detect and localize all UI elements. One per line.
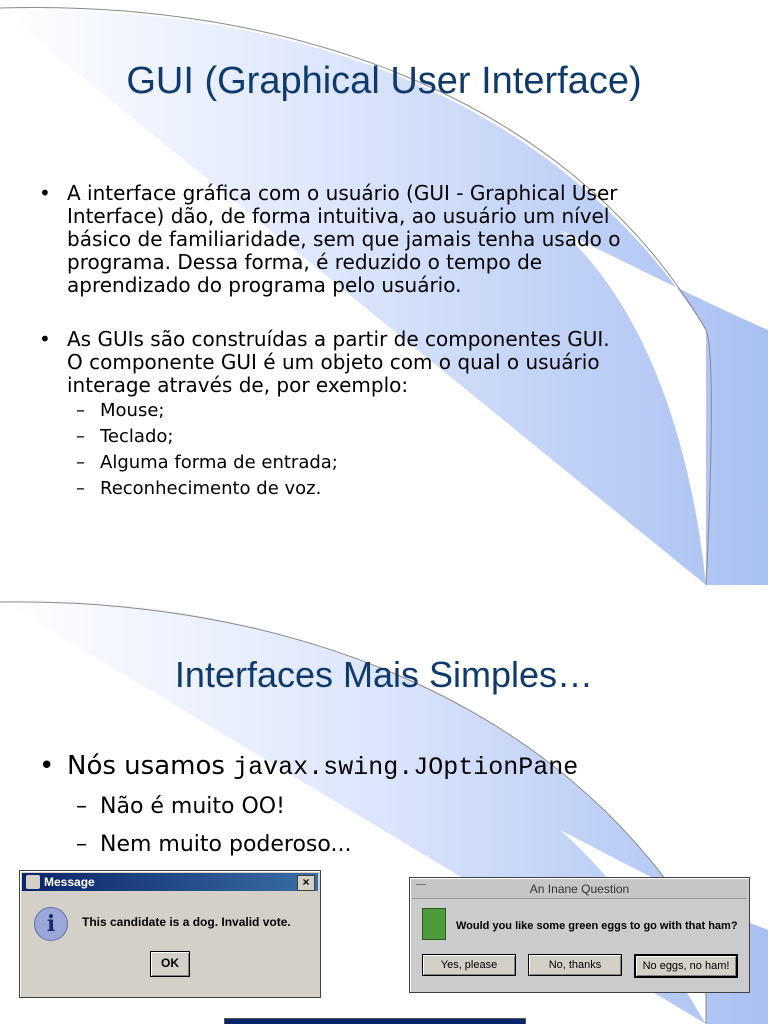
no-thanks-button[interactable]: No, thanks — [528, 954, 622, 976]
bullet-gui-components — [39, 327, 747, 397]
slide-2 — [0, 600, 768, 1024]
sub-item-teclado: – Teclado; — [76, 426, 174, 447]
slide-2-title: Interfaces Mais Simples… — [174, 654, 594, 695]
text-line: O componente GUI é um objeto com o qual o usuário — [67, 350, 600, 374]
message-dialog-title: Message — [44, 875, 95, 889]
sub-item-mouse: – Mouse; — [76, 400, 165, 421]
sub-item-label: Reconhecimento de voz. — [100, 478, 322, 499]
question-dialog-titlebar[interactable] — [412, 880, 747, 899]
text-line: As GUIs são construídas a partir de componentes GUI. — [67, 327, 610, 351]
text-line: interage através de, por exemplo: — [67, 373, 409, 397]
bullet-gui-definition — [39, 181, 747, 297]
text-line: básico de familiaridade, sem que jamais tenha usado o — [67, 227, 621, 251]
code-class-name: javax.swing.JOptionPane — [233, 753, 579, 782]
question-text: Would you like some green eggs to go with that ham? — [456, 920, 738, 932]
third-dialog-titlebar-partial — [224, 1018, 526, 1024]
message-text: This candidate is a dog. Invalid vote. — [82, 915, 291, 929]
java-cup-icon — [26, 875, 40, 889]
ok-button[interactable]: OK — [150, 951, 190, 977]
sub-item-entrada: – Alguma forma de entrada; — [76, 452, 338, 473]
close-icon[interactable]: × — [297, 875, 315, 891]
question-dialog — [409, 877, 750, 993]
bullet-joptionpane — [39, 750, 757, 784]
sub-item-voz: – Reconhecimento de voz. — [76, 478, 322, 499]
window-menu-icon[interactable] — [416, 884, 426, 893]
info-icon: i — [34, 907, 68, 941]
sub-item-not-oo: – Não é muito OO! — [76, 794, 285, 819]
bullet-dot: • — [39, 751, 55, 781]
text-line: programa. Dessa forma, é reduzido o tempo de — [67, 250, 543, 274]
text-line: A interface gráfica com o usuário (GUI - Graphical User — [67, 181, 618, 205]
question-dialog-title: An Inane Question — [529, 882, 630, 896]
text-line: aprendizado do programa pelo usuário. — [67, 273, 462, 297]
message-dialog-titlebar[interactable] — [22, 873, 318, 891]
sub-item-label: Nem muito poderoso... — [100, 832, 352, 857]
no-eggs-no-ham-button[interactable]: No eggs, no ham! — [634, 954, 738, 978]
sub-item-not-powerful: – Nem muito poderoso... — [76, 832, 352, 857]
message-dialog — [19, 870, 321, 998]
slide-1-title: GUI (Graphical User Interface) — [126, 60, 642, 102]
text-line: Interface) dão, de forma intuitiva, ao usuário um nível — [67, 204, 610, 228]
bullet-dot: • — [39, 327, 51, 351]
sub-item-label: Teclado; — [100, 426, 174, 447]
yes-please-button[interactable]: Yes, please — [422, 954, 516, 976]
bullet-text: Nós usamos — [67, 751, 234, 781]
green-character-icon — [422, 908, 446, 940]
sub-item-label: Mouse; — [100, 400, 165, 421]
bullet-dot: • — [39, 181, 51, 205]
sub-item-label: Alguma forma de entrada; — [100, 452, 338, 473]
sub-item-label: Não é muito OO! — [100, 794, 285, 819]
